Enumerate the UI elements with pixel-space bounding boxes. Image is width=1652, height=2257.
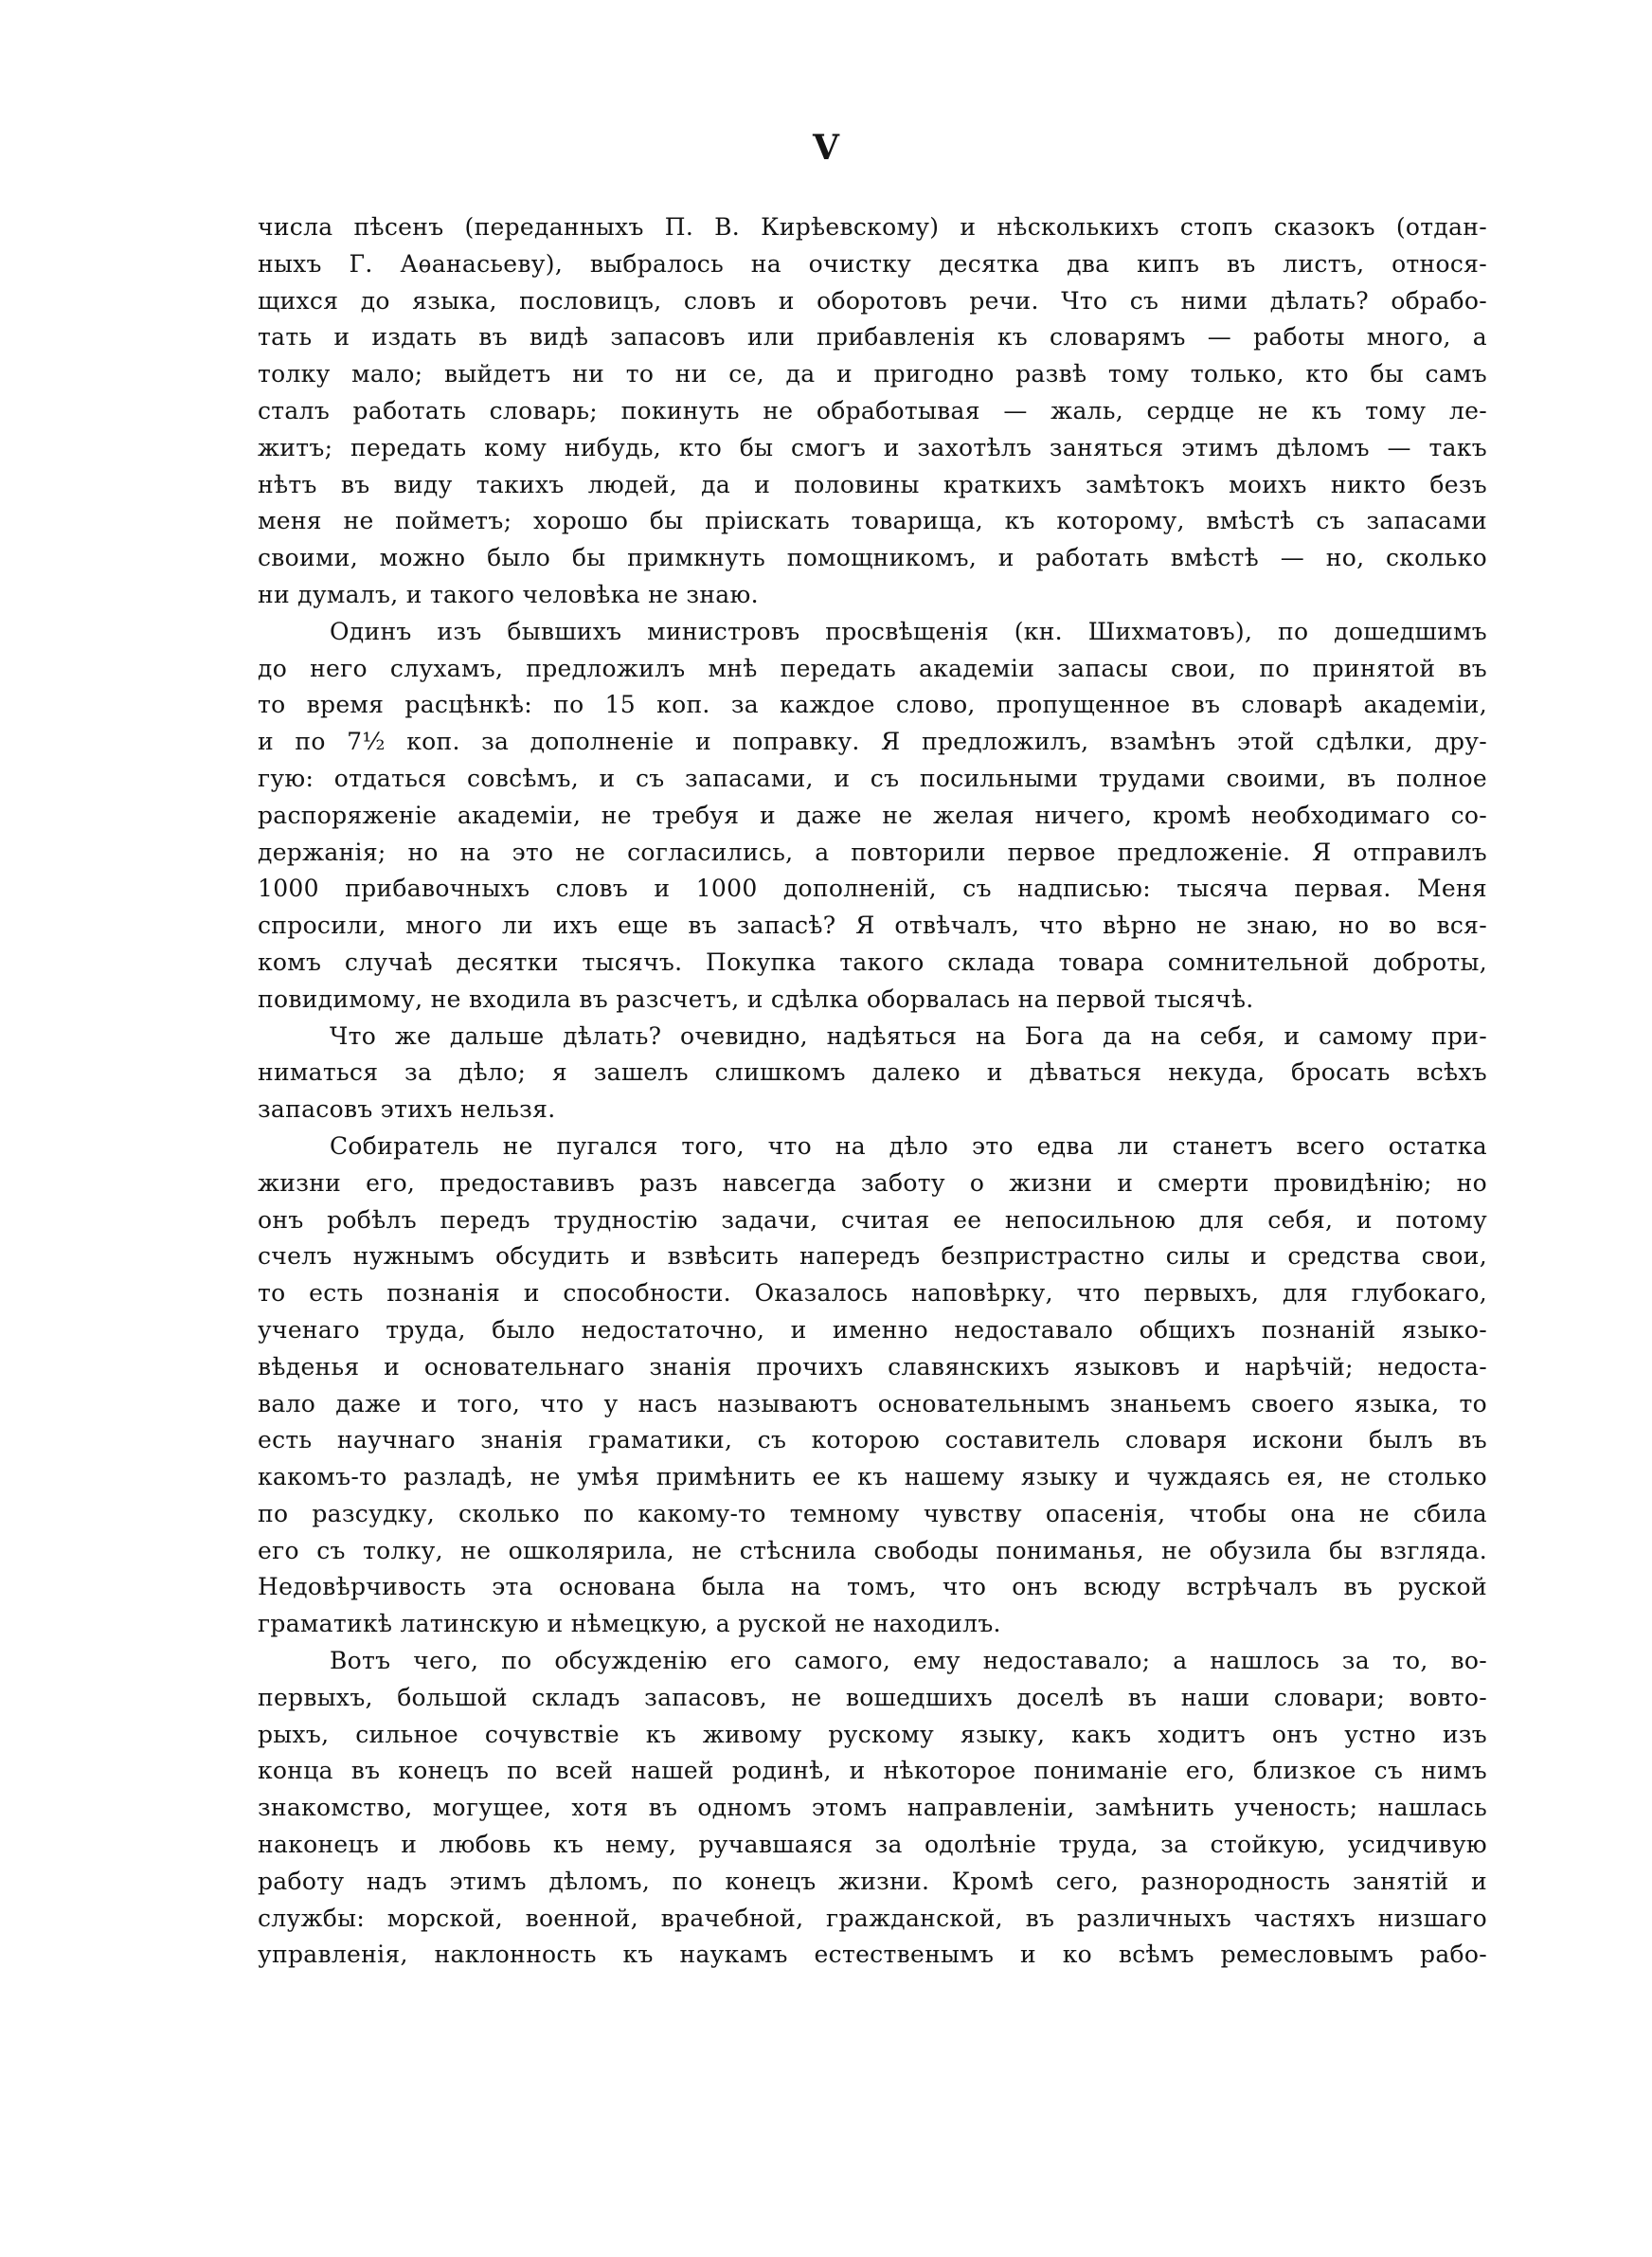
text-line: управленія, наклонность къ наукамъ естественымъ и ко всѣмъ ремесловымъ рабо- <box>258 1941 1487 1969</box>
text-line: граматикѣ латинскую и нѣмецкую, а руской не находилъ. <box>258 1610 1001 1638</box>
text-line: то есть познанія и способности. Оказалось наповѣрку, что первыхъ, для глубокаго, <box>258 1279 1487 1308</box>
text-line: держанія; но на это не согласились, а повторили первое предложеніе. Я отправилъ <box>258 838 1487 866</box>
page-number: V <box>813 128 839 168</box>
text-line: ученаго труда, было недостаточно, и именно недоставало общихъ познаній языко- <box>258 1315 1487 1344</box>
text-line: и по 7½ коп. за дополненіе и поправку. Я предложилъ, взамѣнъ этой сдѣлки, дру- <box>258 728 1487 756</box>
text-line: знакомство, могущее, хотя въ одномъ этомъ направленіи, замѣнить ученость; нашлась <box>258 1794 1487 1822</box>
text-line: конца въ конецъ по всей нашей родинѣ, и нѣкоторое пониманіе его, близкое съ нимъ <box>258 1757 1487 1785</box>
text-line: счелъ нужнымъ обсудить и взвѣсить напередъ безпристрастно силы и средства свои, <box>258 1242 1487 1271</box>
text-line: спросили, много ли ихъ еще въ запасѣ? Я отвѣчалъ, что вѣрно не знаю, но во вся- <box>258 912 1487 940</box>
text-line: ныхъ Г. Аѳанасьеву), выбралось на очистку десятка два кипъ въ листъ, относя- <box>258 249 1487 278</box>
text-line: службы: морской, военной, врачебной, гражданской, въ различныхъ частяхъ низшаго <box>258 1904 1487 1932</box>
text-line: вало даже и того, что у насъ называютъ основательнымъ знаньемъ своего языка, то <box>258 1389 1487 1417</box>
text-line: 1000 прибавочныхъ словъ и 1000 дополненій, съ надписью: тысяча первая. Меня <box>258 875 1487 903</box>
page-body <box>258 209 1487 1974</box>
text-line: ниматься за дѣло; я зашелъ слишкомъ далеко и дѣваться некуда, бросать всѣхъ <box>258 1058 1487 1087</box>
paragraph <box>258 1019 1487 1128</box>
text-line: Недовѣрчивость эта основана была на томъ, что онъ всюду встрѣчалъ въ руской <box>258 1573 1487 1601</box>
text-line: меня не пойметъ; хорошо бы пріискать товарища, къ которому, вмѣстѣ съ запасами <box>258 507 1487 535</box>
text-line: есть научнаго знанія граматики, съ которою составитель словаря искони былъ въ <box>258 1426 1487 1454</box>
text-line: повидимому, не входила въ разсчетъ, и сдѣлка оборвалась на первой тысячѣ. <box>258 984 1254 1013</box>
text-line: нѣтъ въ виду такихъ людей, да и половины краткихъ замѣтокъ моихъ никто безъ <box>258 470 1487 498</box>
text-line: ни думалъ, и такого человѣка не знаю. <box>258 580 759 608</box>
text-line: распоряженіе академіи, не требуя и даже не желая ничего, кромѣ необходимаго со- <box>258 801 1487 829</box>
text-line: толку мало; выйдетъ ни то ни се, да и пригодно развѣ тому только, кто бы самъ <box>258 360 1487 388</box>
text-line: какомъ-то разладѣ, не умѣя примѣнить ее къ нашему языку и чуждаясь ея, не столько <box>258 1463 1487 1491</box>
text-line: вѣденья и основательнаго знанія прочихъ славянскихъ языковъ и нарѣчій; недоста- <box>258 1352 1487 1381</box>
text-line: по разсудку, сколько по какому-то темному чувству опасенія, чтобы она не сбила <box>258 1499 1487 1527</box>
paragraph <box>258 614 1487 1019</box>
text-line: щихся до языка, пословицъ, словъ и оборотовъ речи. Что съ ними дѣлать? обрабо- <box>258 286 1487 315</box>
text-line: наконецъ и любовь къ нему, ручавшаяся за одолѣніе труда, за стойкую, усидчивую <box>258 1831 1487 1859</box>
paragraph <box>258 1128 1487 1643</box>
text-line: Что же дальше дѣлать? очевидно, надѣяться на Бога да на себя, и самому при- <box>330 1021 1487 1050</box>
paragraph <box>258 1643 1487 1974</box>
paragraph <box>258 209 1487 614</box>
text-line: Вотъ чего, по обсужденію его самого, ему недоставало; а нашлось за то, во- <box>330 1647 1487 1675</box>
text-line: то время расцѣнкѣ: по 15 коп. за каждое слово, пропущенное въ словарѣ академіи, <box>258 691 1487 719</box>
text-line: работу надъ этимъ дѣломъ, по конецъ жизни. Кромѣ сего, разнородность занятій и <box>258 1867 1487 1895</box>
text-line: Одинъ изъ бывшихъ министровъ просвѣщенія (кн. Шихматовъ), по дошедшимъ <box>330 617 1487 645</box>
text-line: его съ толку, не ошколярила, не стѣснила свободы пониманья, не обузила бы взгляда. <box>258 1536 1487 1564</box>
text-line: числа пѣсенъ (переданныхъ П. В. Кирѣевскому) и нѣсколькихъ стопъ сказокъ (отдан- <box>258 213 1487 241</box>
text-line: запасовъ этихъ нельзя. <box>258 1095 556 1124</box>
text-line: Собиратель не пугался того, что на дѣло это едва ли станетъ всего остатка <box>330 1131 1487 1160</box>
text-line: первыхъ, большой складъ запасовъ, не вошедшихъ доселѣ въ наши словари; вовто- <box>258 1683 1487 1711</box>
text-line: своими, можно было бы примкнуть помощникомъ, и работать вмѣстѣ — но, сколько <box>258 544 1487 572</box>
text-line: до него слухамъ, предложилъ мнѣ передать академіи запасы свои, по принятой въ <box>258 654 1487 682</box>
text-line: комъ случаѣ десятки тысячъ. Покупка такого склада товара сомнительной доброты, <box>258 948 1487 976</box>
text-line: онъ робѣлъ передъ трудностію задачи, считая ее непосильною для себя, и потому <box>258 1205 1487 1234</box>
text-line: гую: отдаться совсѣмъ, и съ запасами, и съ посильными трудами своими, въ полное <box>258 764 1487 792</box>
text-line: жизни его, предоставивъ разъ навсегда заботу о жизни и смерти провидѣнію; но <box>258 1168 1487 1197</box>
text-line: житъ; передать кому нибудь, кто бы смогъ и захотѣлъ заняться этимъ дѣломъ — такъ <box>258 433 1487 461</box>
text-line: рыхъ, сильное сочувствіе къ живому рускому языку, какъ ходитъ онъ устно изъ <box>258 1720 1487 1748</box>
text-line: сталъ работать словарь; покинуть не обработывая — жаль, сердце не къ тому ле- <box>258 396 1487 424</box>
text-line: тать и издать въ видѣ запасовъ или прибавленія къ словарямъ — работы много, а <box>258 323 1487 352</box>
